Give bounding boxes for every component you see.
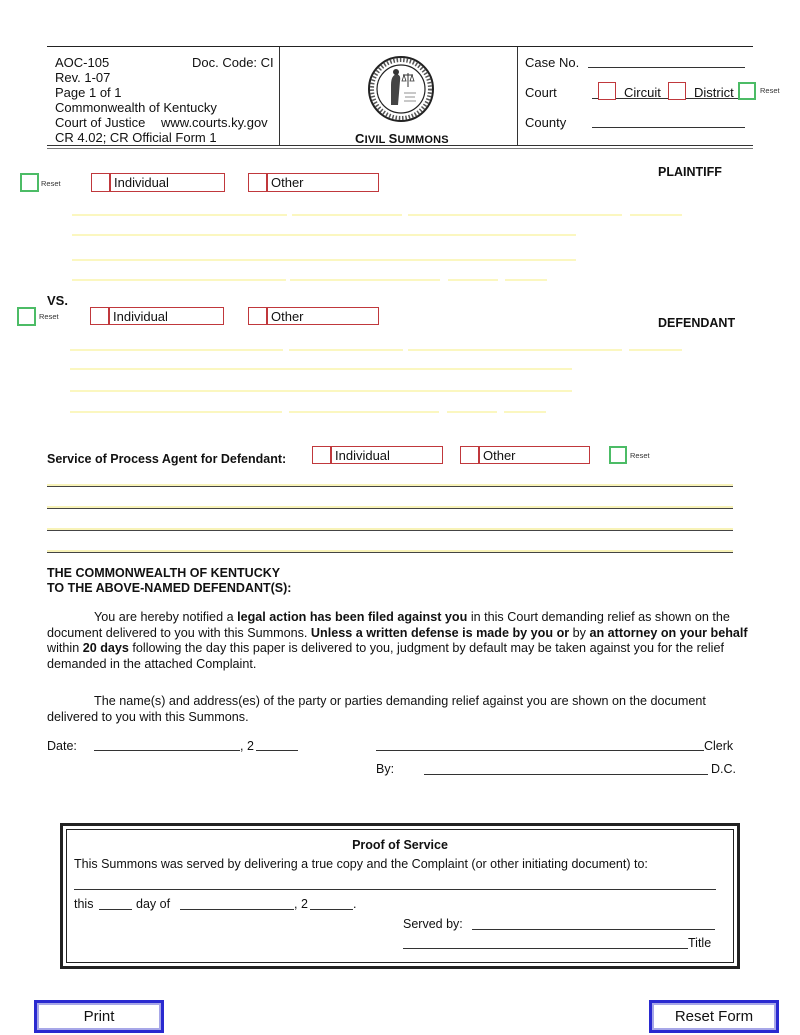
proof-intro: This Summons was served by delivering a true copy and the Complaint (or other initiating document) to: — [74, 857, 648, 871]
checkbox-box[interactable] — [91, 308, 110, 324]
page-number: Page 1 of 1 — [55, 85, 122, 100]
plaintiff-address-field-2[interactable] — [72, 259, 576, 261]
notice-heading-line1: THE COMMONWEALTH OF KENTUCKY — [47, 566, 281, 580]
vs-label: VS. — [47, 293, 68, 308]
checkbox-box[interactable] — [249, 174, 268, 191]
notice-paragraph-2: The name(s) and address(es) of the party or parties demanding relief against you are shown on the document delivered to you with this Summons. — [47, 694, 706, 724]
other-label: Other — [271, 308, 304, 324]
plaintiff-reset-button[interactable] — [20, 173, 39, 192]
plaintiff-name-field[interactable] — [72, 214, 287, 216]
form-title: CIVIL SUMMONS — [355, 131, 449, 146]
district-checkbox[interactable] — [668, 82, 686, 100]
court-reset-label: Reset — [760, 86, 780, 95]
county-label: County — [525, 115, 567, 130]
notice-heading — [47, 566, 291, 596]
individual-label: Individual — [335, 447, 390, 463]
individual-label: Individual — [113, 308, 168, 324]
agent-other-checkbox[interactable] — [460, 446, 590, 464]
defendant-other-checkbox[interactable] — [248, 307, 379, 325]
proof-title: Proof of Service — [352, 838, 448, 852]
header-top-rule — [47, 46, 753, 47]
server-title-field[interactable] — [403, 948, 688, 949]
dc-label: D.C. — [711, 762, 736, 776]
defendant-name-field[interactable] — [70, 349, 283, 351]
plaintiff-reset-label: Reset — [41, 179, 61, 188]
this-label: this — [74, 897, 94, 911]
date-field[interactable] — [94, 750, 240, 751]
plaintiff-other-checkbox[interactable] — [248, 173, 379, 192]
print-button[interactable]: Print — [34, 1000, 164, 1033]
defendant-name-field-2[interactable] — [289, 349, 403, 351]
defendant-reset-label: Reset — [39, 312, 59, 321]
dc-signature-line — [424, 774, 708, 775]
revision: Rev. 1-07 — [55, 70, 111, 85]
checkbox-box[interactable] — [249, 308, 268, 324]
plaintiff-individual-checkbox[interactable] — [91, 173, 225, 192]
other-label: Other — [271, 175, 304, 190]
date-label: Date: — [47, 739, 77, 753]
case-no-input[interactable] — [588, 67, 745, 68]
defendant-address-field-2[interactable] — [70, 390, 572, 392]
defendant-address-field[interactable] — [70, 368, 572, 370]
clerk-label: Clerk — [704, 739, 734, 753]
plaintiff-zip-field[interactable] — [505, 279, 547, 281]
served-by-label: Served by: — [403, 917, 463, 931]
title-label: Title — [688, 936, 712, 950]
date-year-prefix: , 2 — [240, 739, 254, 753]
district-label: District — [694, 85, 734, 100]
plaintiff-name-field-3[interactable] — [408, 214, 622, 216]
defendant-name-field-4[interactable] — [629, 349, 682, 351]
other-label: Other — [483, 447, 516, 463]
plaintiff-city-field-2[interactable] — [290, 279, 440, 281]
defendant-state-field[interactable] — [447, 411, 497, 413]
plaintiff-name-field-4[interactable] — [630, 214, 682, 216]
doc-code: Doc. Code: CI — [192, 55, 274, 70]
defendant-zip-field[interactable] — [504, 411, 546, 413]
court-website: www.courts.ky.gov — [161, 115, 268, 130]
plaintiff-address-field[interactable] — [72, 234, 576, 236]
served-to-field[interactable] — [74, 889, 716, 890]
agent-individual-checkbox[interactable] — [312, 446, 443, 464]
header-divider-left — [279, 47, 280, 145]
defendant-individual-checkbox[interactable] — [90, 307, 224, 325]
agent-reset-button[interactable] — [609, 446, 627, 464]
checkbox-box[interactable] — [92, 174, 111, 191]
court-of-justice: Court of Justice — [55, 115, 146, 130]
plaintiff-name-field-2[interactable] — [292, 214, 402, 216]
notice-heading-line2: TO THE ABOVE-NAMED DEFENDANT(S): — [47, 581, 292, 595]
day-of-label: day of — [136, 897, 171, 911]
served-by-field[interactable] — [472, 929, 715, 930]
kentucky-seal-icon — [367, 55, 435, 123]
checkbox-box[interactable] — [461, 447, 480, 463]
served-year-prefix: , 2 — [294, 897, 308, 911]
agent-name-field[interactable] — [47, 484, 733, 487]
notice-paragraph-1: You are hereby notified a legal action has been filed against you in this Court demanding relief as shown on the document delivered to you with this Summons. Unless a written defense is made by you or by an attorney on your behalf within 20 days following the day this paper is delivered to you, judgment by default may be taken against you for the relief demanded in the attached Complaint. — [47, 610, 748, 671]
agent-reset-label: Reset — [630, 451, 650, 460]
rule-reference: CR 4.02; CR Official Form 1 — [55, 130, 217, 145]
served-period: . — [353, 897, 357, 911]
circuit-checkbox[interactable] — [598, 82, 616, 100]
plaintiff-state-field[interactable] — [448, 279, 498, 281]
agent-city-field[interactable] — [47, 550, 733, 553]
agent-address-field[interactable] — [47, 506, 733, 509]
agent-label: Service of Process Agent for Defendant: — [47, 452, 287, 466]
defendant-city-field[interactable] — [70, 411, 282, 413]
circuit-label: Circuit — [624, 85, 661, 100]
defendant-label: DEFENDANT — [658, 316, 736, 330]
case-no-label: Case No. — [525, 55, 580, 70]
served-year-field[interactable] — [310, 909, 353, 910]
state-name: Commonwealth of Kentucky — [55, 100, 217, 115]
clerk-signature-line — [376, 750, 704, 751]
served-day-field[interactable] — [99, 909, 132, 910]
form-number: AOC-105 — [55, 55, 110, 70]
header-divider-right — [517, 47, 518, 145]
reset-form-button[interactable]: Reset Form — [649, 1000, 779, 1033]
court-label: Court — [525, 85, 557, 100]
date-year-field[interactable] — [256, 750, 298, 751]
served-month-field[interactable] — [180, 909, 294, 910]
defendant-city-field-2[interactable] — [289, 411, 439, 413]
defendant-name-field-3[interactable] — [408, 349, 622, 351]
court-reset-button[interactable] — [738, 82, 756, 100]
by-label: By: — [376, 762, 395, 776]
plaintiff-city-field[interactable] — [72, 279, 286, 281]
agent-address-field-2[interactable] — [47, 528, 733, 531]
individual-label: Individual — [114, 175, 169, 190]
county-input[interactable] — [592, 127, 745, 128]
checkbox-box[interactable] — [313, 447, 332, 463]
plaintiff-label: PLAINTIFF — [658, 165, 722, 179]
defendant-reset-button[interactable] — [17, 307, 36, 326]
